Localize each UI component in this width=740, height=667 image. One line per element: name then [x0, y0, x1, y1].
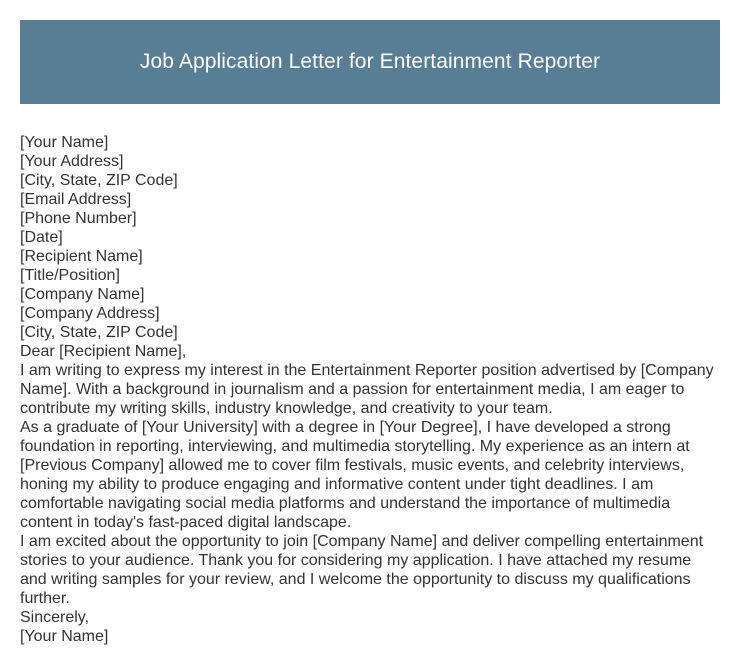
recipient-company: [Company Name]	[20, 286, 145, 303]
closing: Sincerely,	[20, 609, 90, 626]
page-title: Job Application Letter for Entertainment Reporter	[139, 50, 601, 73]
signature: [Your Name]	[20, 628, 109, 645]
recipient-name: [Recipient Name]	[20, 248, 143, 265]
recipient-title: [Title/Position]	[20, 267, 120, 284]
recipient-city-state-zip: [City, State, ZIP Code]	[20, 324, 178, 341]
letter-date: [Date]	[20, 229, 63, 246]
body-paragraph-1: I am writing to express my interest in the Entertainment Reporter position advertised by [Company Name]. With a background in journalism and a passion for entertainment media, I am eager to contribute my writing skills, industry knowledge, and creativity to your team.	[20, 362, 714, 417]
recipient-address: [Company Address]	[20, 305, 160, 322]
sender-city-state-zip: [City, State, ZIP Code]	[20, 172, 178, 189]
letter-body	[20, 133, 720, 646]
sender-name: [Your Name]	[20, 134, 109, 151]
sender-email: [Email Address]	[20, 191, 132, 208]
sender-address: [Your Address]	[20, 153, 124, 170]
sender-phone: [Phone Number]	[20, 210, 137, 227]
salutation: Dear [Recipient Name],	[20, 343, 187, 360]
body-paragraph-3: I am excited about the opportunity to join [Company Name] and deliver compelling entertainment stories to your audience. Thank you for considering my application. I have attached my resume and writing samples for your review, and I welcome the opportunity to discuss my qualifications further.	[20, 533, 704, 607]
header-banner	[20, 20, 720, 104]
body-paragraph-2: As a graduate of [Your University] with a degree in [Your Degree], I have developed a strong foundation in reporting, interviewing, and multimedia storytelling. My experience as an intern at [Previous Company] allowed me to cover film festivals, music events, and celebrity interviews, honing my ability to produce engaging and informative content under tight deadlines. I am comfortable navigating social media platforms and understand the importance of multimedia content in today's fast-paced digital landscape.	[20, 419, 690, 531]
